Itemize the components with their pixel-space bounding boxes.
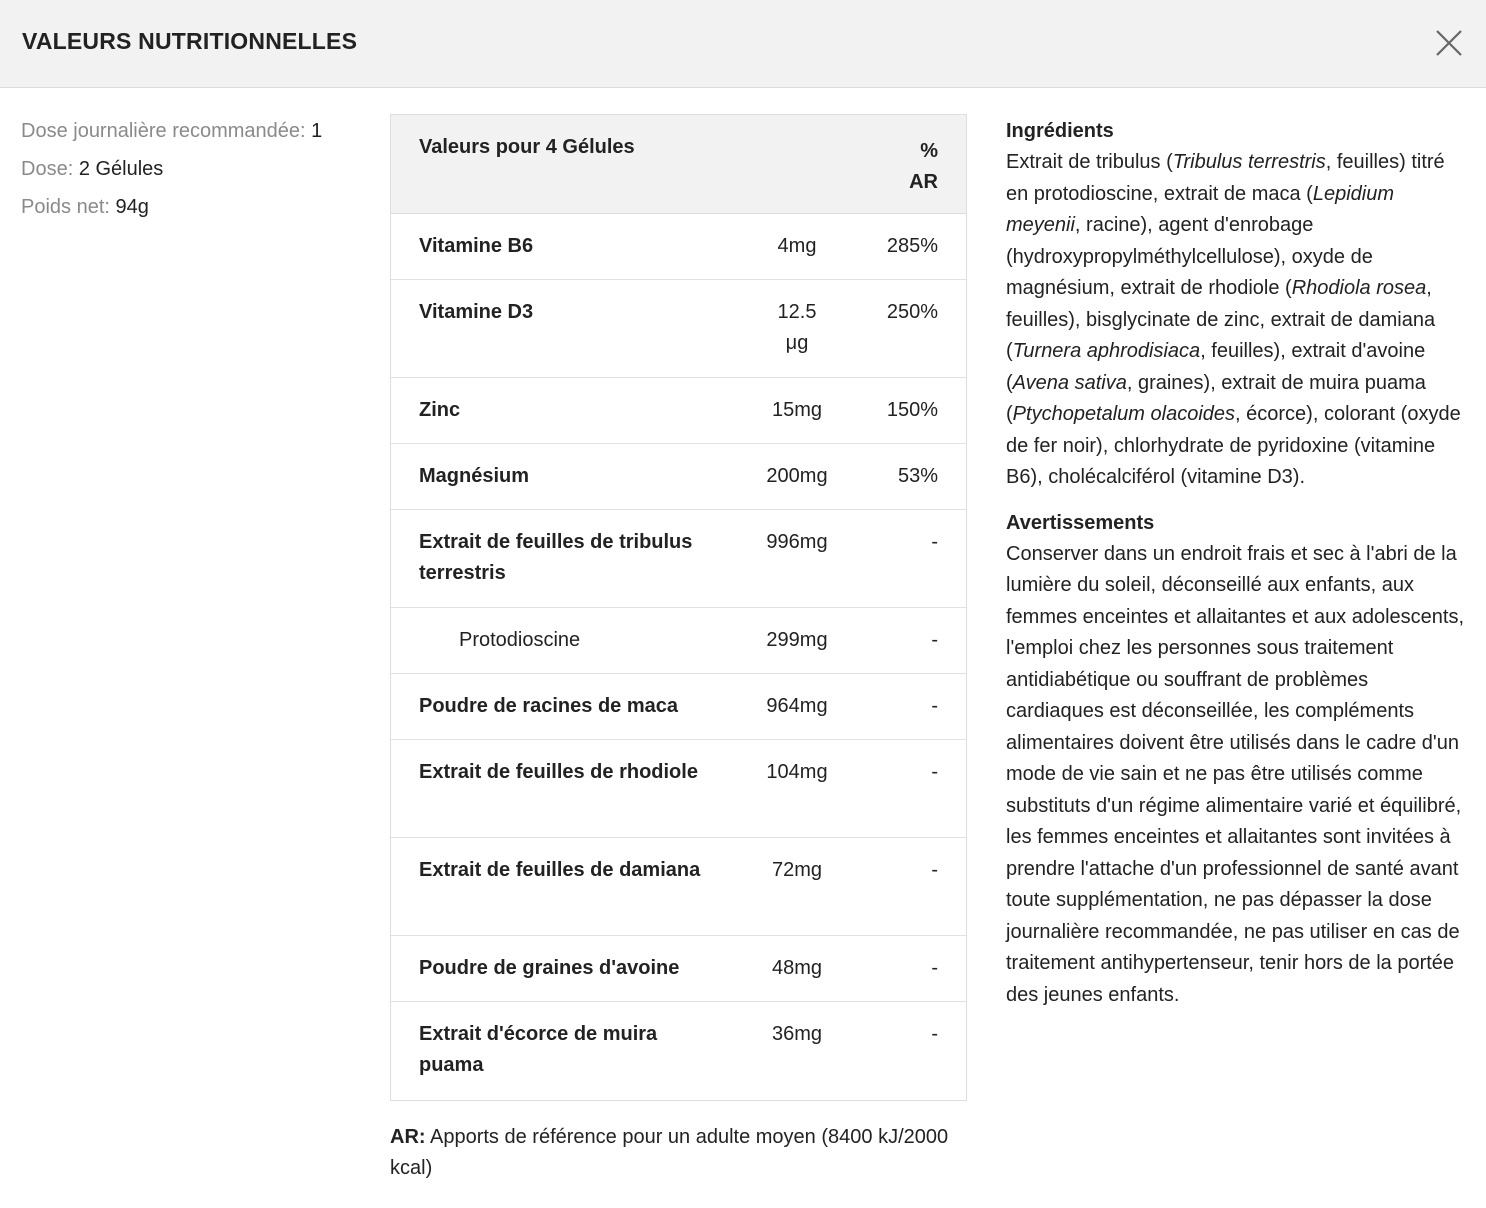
close-button[interactable] xyxy=(1432,26,1466,60)
table-row xyxy=(391,444,966,510)
modal-header xyxy=(0,0,1486,88)
header-pct xyxy=(878,136,938,198)
table-row xyxy=(391,378,966,444)
ingredients-segment: , feuilles), bisglycinate de zinc, extrait de damiana ( xyxy=(1006,277,1436,362)
nutrient-name: Vitamine D3 xyxy=(419,301,534,323)
table-row xyxy=(391,510,966,608)
nutrient-amount: 15mg xyxy=(771,399,823,421)
nutrient-amount: 36mg xyxy=(771,1023,823,1045)
nutrient-pct: 150% xyxy=(886,399,938,421)
nutrient-name: Poudre de graines d'avoine xyxy=(419,957,680,979)
product-details xyxy=(1006,116,1471,1011)
table-row xyxy=(391,674,966,740)
nutrient-pct: 250% xyxy=(886,301,938,323)
dose-value: 2 Gélules xyxy=(78,158,164,180)
nutrient-pct: 285% xyxy=(886,235,938,257)
nutrient-name: Protodioscine xyxy=(459,629,581,651)
nutrient-name: Extrait de feuilles de tribulus terrestris xyxy=(419,531,693,584)
ingredients-segment-latin: Turnera aphrodisiaca xyxy=(1012,340,1201,362)
dose-label: Dose: xyxy=(21,158,74,180)
table-row xyxy=(391,1002,966,1100)
ingredients-text xyxy=(1006,147,1471,494)
table-row-sub xyxy=(391,608,966,674)
nutrient-name: Extrait d'écorce de muira puama xyxy=(419,1023,658,1076)
nutrient-amount: 996mg xyxy=(766,531,828,553)
net-weight-value: 94g xyxy=(115,196,149,218)
nutrient-pct: - xyxy=(931,859,938,881)
warnings-title: Avertissements xyxy=(1006,511,1155,534)
ingredients-segment: , feuilles) titré en protodioscine, extrait de maca ( xyxy=(1006,151,1445,205)
table-row xyxy=(391,214,966,280)
nutrient-name: Extrait de feuilles de damiana xyxy=(419,859,701,881)
nutrient-amount: 4mg xyxy=(777,235,817,257)
nutrient-amount: 200mg xyxy=(766,465,828,487)
warnings-text: Conserver dans un endroit frais et sec à l'abri de la lumière du soleil, déconseillé aux enfants, aux femmes enceintes et allaitantes et aux adolescents, l'emploi chez les personnes sous traitement antidiabétique ou souffrant de problèmes cardiaques est déconseillée, les compléments alimentaires doivent être utilisés dans le cadre d'un mode de vie sain et ne pas être utilisés comme substituts d'un régime alimentaire varié et équilibré, les femmes enceintes et allaitantes sont invitées à prendre l'attache d'un professionnel de santé avant toute supplémentation, ne pas dépasser la dose journalière recommandée, ne pas utiliser en cas de traitement antihypertenseur, tenir hors de la portée des jeunes enfants. xyxy=(1006,542,1465,1006)
nutrient-name: Zinc xyxy=(419,399,461,421)
nutrient-amount: 104mg xyxy=(766,761,828,783)
ar-footnote-label: AR: xyxy=(390,1126,426,1148)
section-gap xyxy=(1006,494,1471,508)
ingredients-segment: , racine), agent d'enrobage (hydroxypropylméthylcellulose), oxyde de magnésium, extrait de rhodiole ( xyxy=(1006,214,1373,299)
ingredients-segment-latin: Avena sativa xyxy=(1012,371,1127,394)
nutrient-amount: 964mg xyxy=(766,695,828,717)
nutrient-amount: 299mg xyxy=(766,629,828,651)
ingredients-segment: Extrait de tribulus ( xyxy=(1006,151,1173,173)
nutrient-name: Poudre de racines de maca xyxy=(419,695,679,717)
nutrient-name: Vitamine B6 xyxy=(419,235,534,257)
nutrition-table xyxy=(390,114,967,1101)
nutrient-name: Extrait de feuilles de rhodiole xyxy=(419,761,698,783)
product-meta xyxy=(21,117,361,231)
nutrient-amount: 72mg xyxy=(771,859,823,881)
dose xyxy=(21,155,361,193)
header-name: Valeurs pour 4 Gélules xyxy=(419,136,635,158)
table-header xyxy=(391,115,966,214)
nutrient-name: Magnésium xyxy=(419,465,530,487)
ingredients-segment-latin: Lepidium meyenii xyxy=(1006,182,1394,236)
ingredients-segment: , graines), extrait de muira puama ( xyxy=(1006,371,1426,425)
nutrient-pct: - xyxy=(931,1023,938,1045)
nutrient-amount: 12.5 μg xyxy=(777,301,817,354)
ingredients-segment: , écorce), colorant (oxyde de fer noir), chlorhydrate de pyridoxine (vitamine B6), cholécalciférol (vitamine D3). xyxy=(1006,403,1461,488)
header-pct-symbol: % xyxy=(920,140,938,162)
close-icon xyxy=(1432,26,1466,60)
header-pct-ar: AR xyxy=(909,171,938,193)
ar-footnote-text: Apports de référence pour un adulte moyen (8400 kJ/2000 kcal) xyxy=(390,1126,949,1179)
nutrient-pct: - xyxy=(931,629,938,651)
net-weight-label: Poids net: xyxy=(21,196,110,218)
nutrient-pct: - xyxy=(931,761,938,783)
nutrient-pct: - xyxy=(931,695,938,717)
daily-dose-value: 1 xyxy=(311,120,323,142)
table-row xyxy=(391,936,966,1002)
ingredients-segment-latin: Ptychopetalum olacoides xyxy=(1012,403,1236,425)
nutrient-pct: - xyxy=(931,531,938,553)
nutrient-pct: 53% xyxy=(897,465,938,487)
ar-footnote xyxy=(390,1122,950,1184)
ingredients-segment: , feuilles), extrait d'avoine ( xyxy=(1006,340,1426,394)
nutrient-amount: 48mg xyxy=(771,957,823,979)
ingredients-segment-latin: Rhodiola rosea xyxy=(1291,277,1427,299)
modal-title: VALEURS NUTRITIONNELLES xyxy=(22,28,358,54)
daily-dose xyxy=(21,117,361,155)
ingredients-segment-latin: Tribulus terrestris xyxy=(1172,151,1326,173)
nutrient-pct: - xyxy=(931,957,938,979)
table-row xyxy=(391,740,966,838)
table-row xyxy=(391,280,966,378)
ingredients-title: Ingrédients xyxy=(1006,120,1114,142)
table-row xyxy=(391,838,966,936)
daily-dose-label: Dose journalière recommandée: xyxy=(21,120,306,142)
net-weight xyxy=(21,193,361,231)
